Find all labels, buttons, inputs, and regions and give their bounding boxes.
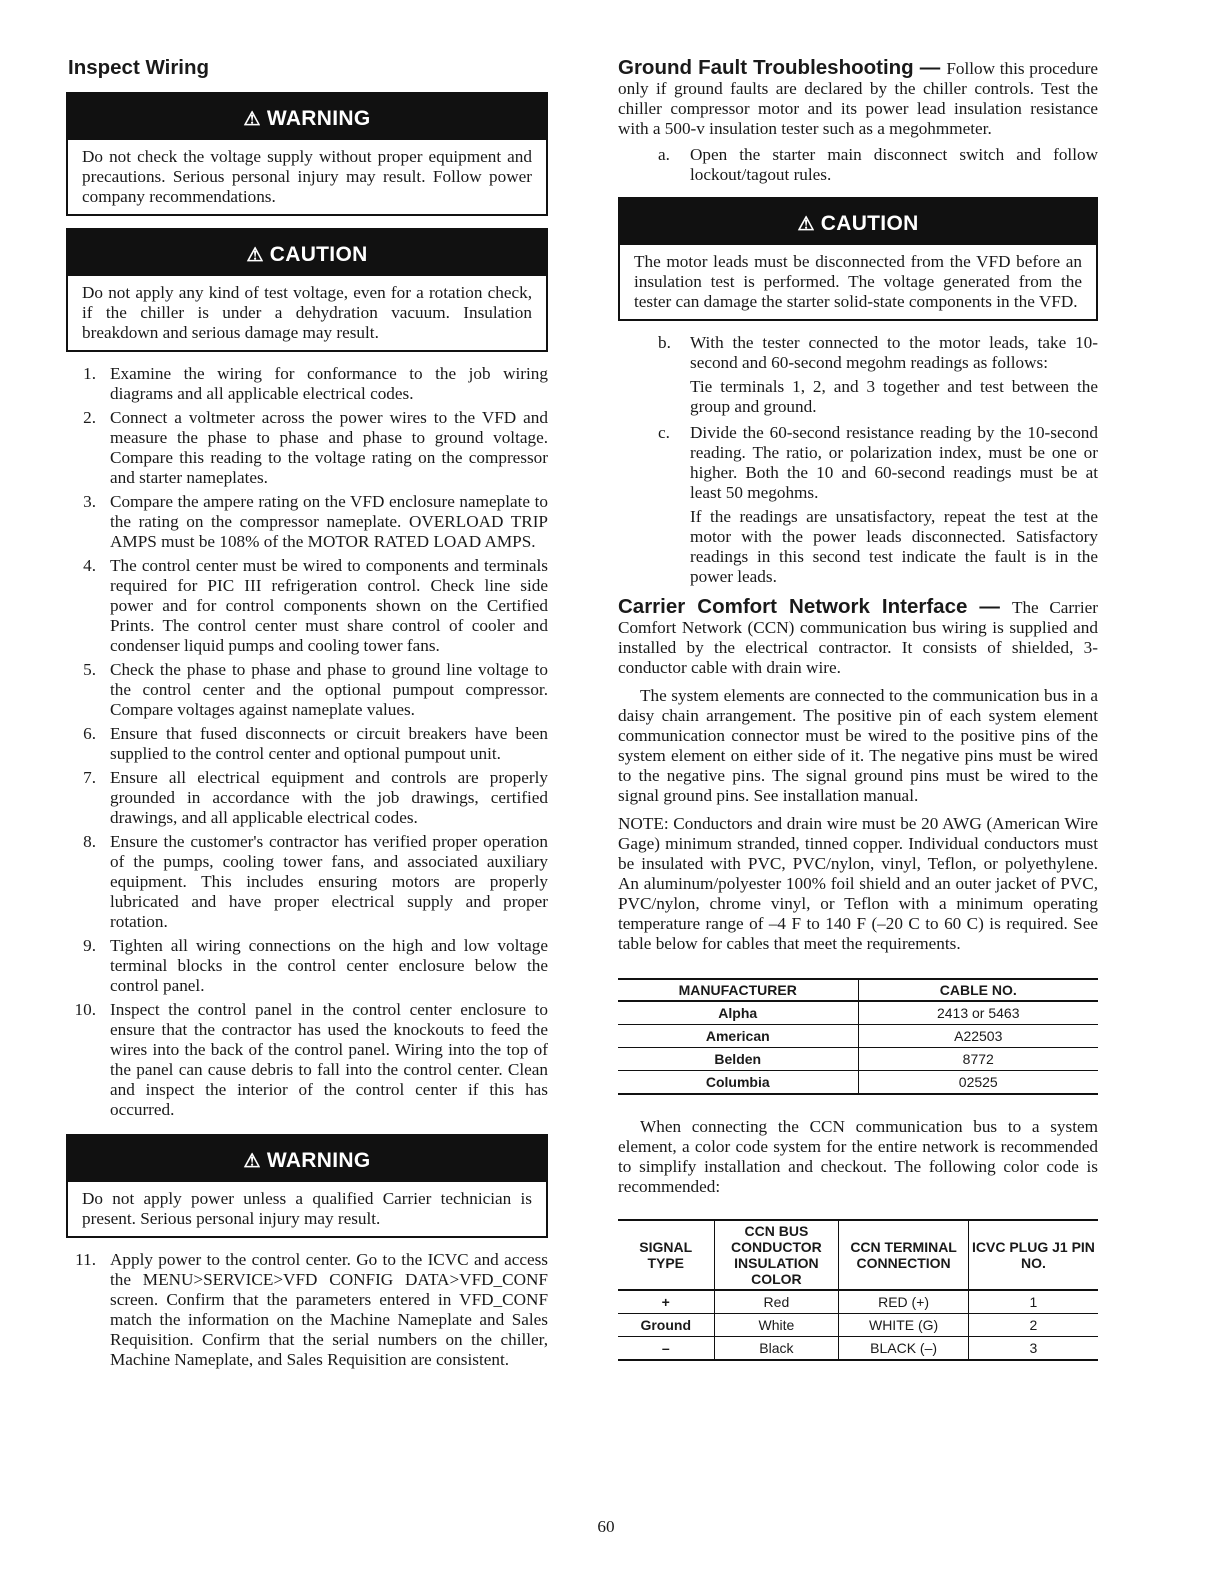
list-item: 5. Check the phase to phase and phase to ground line voltage to the control center and the optional pumpout compressor. Compare voltages against nameplate values. <box>83 660 548 719</box>
table-header-row: SIGNAL TYPE CCN BUS CONDUCTOR INSULATION COLOR CCN TERMINAL CONNECTION ICVC PLUG J1 PIN NO. <box>618 1220 1098 1290</box>
list-item: 8. Ensure the customer's contractor has verified proper operation of the pumps, cooling tower fans, and associated auxiliary equipment. This includes ensuring motors are properly lubricated and have proper electrical supply and proper rotation. <box>83 832 548 931</box>
table-row: Ground White WHITE (G) 2 <box>618 1314 1098 1337</box>
list-item: a. Open the starter main disconnect switch and follow lockout/tagout rules. <box>658 145 1098 184</box>
caution-text: The motor leads must be disconnected from the VFD before an insulation test is performed. The voltage generated from the tester can damage the starter solid-state components in the VFD. <box>634 252 1082 311</box>
list-item: 6. Ensure that fused disconnects or circuit breakers have been supplied to the control center and optional pumpout unit. <box>83 724 548 763</box>
warning-triangle-icon: ⚠ <box>243 109 261 130</box>
list-item: b. With the tester connected to the motor leads, take 10-second and 60-second megohm readings as follows: Tie terminals 1, 2, and 3 together and test between the group and ground. <box>658 333 1098 416</box>
caution-bar <box>68 230 546 276</box>
table-row: American A22503 <box>618 1025 1098 1048</box>
caution-triangle-icon: ⚠ <box>246 245 264 266</box>
page-number: 60 <box>597 1517 615 1536</box>
caution-triangle-icon: ⚠ <box>797 214 815 235</box>
caution-label: CAUTION <box>820 212 919 235</box>
cable-table <box>618 978 1098 1095</box>
warning-label: WARNING <box>266 107 371 130</box>
ground-fault-steps-continued <box>618 333 1098 587</box>
caution-box <box>618 197 1098 321</box>
warning-box <box>66 1134 548 1238</box>
warning-triangle-icon: ⚠ <box>243 1151 261 1172</box>
color-code-paragraph: When connecting the CCN communication bus to a system element, a color code system for the entire network is recommended to simplify installation and checkout. The following color code is recommended: <box>618 1117 1098 1196</box>
list-item: 11. Apply power to the control center. Go to the ICVC and access the MENU>SERVICE>VFD CONFIG DATA>VFD_CONF screen. Confirm that the parameters entered in VFD_CONF match the information on the Machine Nameplate and Sales Requisition. Confirm that the serial numbers on the chiller, Machine Nameplate, and Sales Requisition are consistent. <box>75 1250 548 1369</box>
list-item: 7. Ensure all electrical equipment and controls are properly grounded in accordance with the job drawings, certified drawings, and all applicable electrical codes. <box>83 768 548 827</box>
table-header-row: MANUFACTURER CABLE NO. <box>618 979 1098 1001</box>
section-heading-inspect-wiring: Inspect Wiring <box>68 56 210 79</box>
table-row: Belden 8772 <box>618 1048 1098 1071</box>
warning-text: Do not apply power unless a qualified Carrier technician is present. Serious personal injury may result. <box>82 1189 532 1228</box>
caution-box <box>66 228 548 352</box>
warning-label: WARNING <box>266 1149 371 1172</box>
caution-text: Do not apply any kind of test voltage, even for a rotation check, if the chiller is under a dehydration vacuum. Insulation breakdown and serious damage may result. <box>82 283 532 342</box>
table-row: Alpha 2413 or 5463 <box>618 1001 1098 1025</box>
inspect-steps-list-continued <box>66 1250 548 1370</box>
list-item: 3. Compare the ampere rating on the VFD enclosure nameplate to the rating on the compressor nameplate. OVERLOAD TRIP AMPS must be 108% of the MOTOR RATED LOAD AMPS. <box>83 492 548 551</box>
table-row: – Black BLACK (–) 3 <box>618 1337 1098 1361</box>
warning-box <box>66 92 548 216</box>
warning-bar <box>68 94 546 140</box>
list-item: 9. Tighten all wiring connections on the high and low voltage terminal blocks in the control center enclosure below the control panel. <box>83 936 548 995</box>
inspect-steps-list <box>66 364 548 1120</box>
list-item: c. Divide the 60-second resistance reading by the 10-second reading. The ratio, or polarization index, must be one or higher. Both the 10 and 60-second readings must be at least 50 megohms. If the readings are unsatisfactory, repeat the test at the motor with the power leads disconnected. Satisfactory readings in this second test indicate the fault is in the power leads. <box>658 423 1098 586</box>
ccn-intro: Carrier Comfort Network Interface — The Carrier Comfort Network (CCN) communication bus wiring is supplied and installed by the electrical contractor. It consists of shielded, 3-conductor cable with drain wire. <box>618 595 1098 677</box>
section-heading-ground-fault: Ground Fault Troubleshooting <box>618 56 914 79</box>
table-row: + Red RED (+) 1 <box>618 1290 1098 1314</box>
warning-bar <box>68 1136 546 1182</box>
list-item: 4. The control center must be wired to components and terminals required for PIC III refrigeration control. Check line side power and for control components shown on the Certified Prints. The control center must share control of cooler and condenser liquid pumps and cooling tower fans. <box>83 556 548 655</box>
right-column <box>618 58 1098 1361</box>
ccn-note: NOTE: Conductors and drain wire must be 20 AWG (American Wire Gage) minimum stranded, tinned copper. Individual conductors must be insulated with PVC, PVC/nylon, vinyl, Teflon, or polyethylene. An aluminum/polyester 100% foil shield and an outer jacket of PVC, PVC/nylon, chrome vinyl, or Teflon with a minimum operating temperature range of –4 F to 140 F (–20 C to 60 C) is required. See table below for cables that meet the requirements. <box>618 814 1098 953</box>
table-row: Columbia 02525 <box>618 1071 1098 1095</box>
section-heading-ccn: Carrier Comfort Network Interface <box>618 595 968 618</box>
caution-label: CAUTION <box>269 243 368 266</box>
ground-fault-intro: Ground Fault Troubleshooting — Follow this procedure only if ground faults are declared by the chiller controls. Test the chiller compressor motor and its power lead insulation resistance with a 500-v insulation tester such as a megohmmeter. <box>618 56 1098 138</box>
list-item: 2. Connect a voltmeter across the power wires to the VFD and measure the phase to phase and phase to ground voltage. Compare this reading to the voltage rating on the compressor and starter nameplates. <box>83 408 548 487</box>
ground-fault-steps <box>618 145 1098 185</box>
ccn-paragraph: The system elements are connected to the communication bus in a daisy chain arrangement. The positive pin of each system element communication connector must be wired to the positive pins of the system element on either side of it. The negative pins must be wired to the negative pins. The signal ground pins must be wired to the signal ground pins. See installation manual. <box>618 686 1098 805</box>
list-item: 10. Inspect the control panel in the control center enclosure to ensure that the contractor has used the knockouts to feed the wires into the back of the control panel. Wiring into the top of the panel can cause debris to fall into the control center. Clean and inspect the interior of the control center if this has occurred. <box>74 1000 548 1119</box>
warning-text: Do not check the voltage supply without proper equipment and precautions. Serious personal injury may result. Follow power company recommendations. <box>82 147 532 206</box>
list-item: 1. Examine the wiring for conformance to the job wiring diagrams and all applicable electrical codes. <box>83 364 548 403</box>
color-code-table <box>618 1219 1098 1361</box>
left-column <box>66 58 548 1374</box>
caution-bar <box>620 199 1096 245</box>
